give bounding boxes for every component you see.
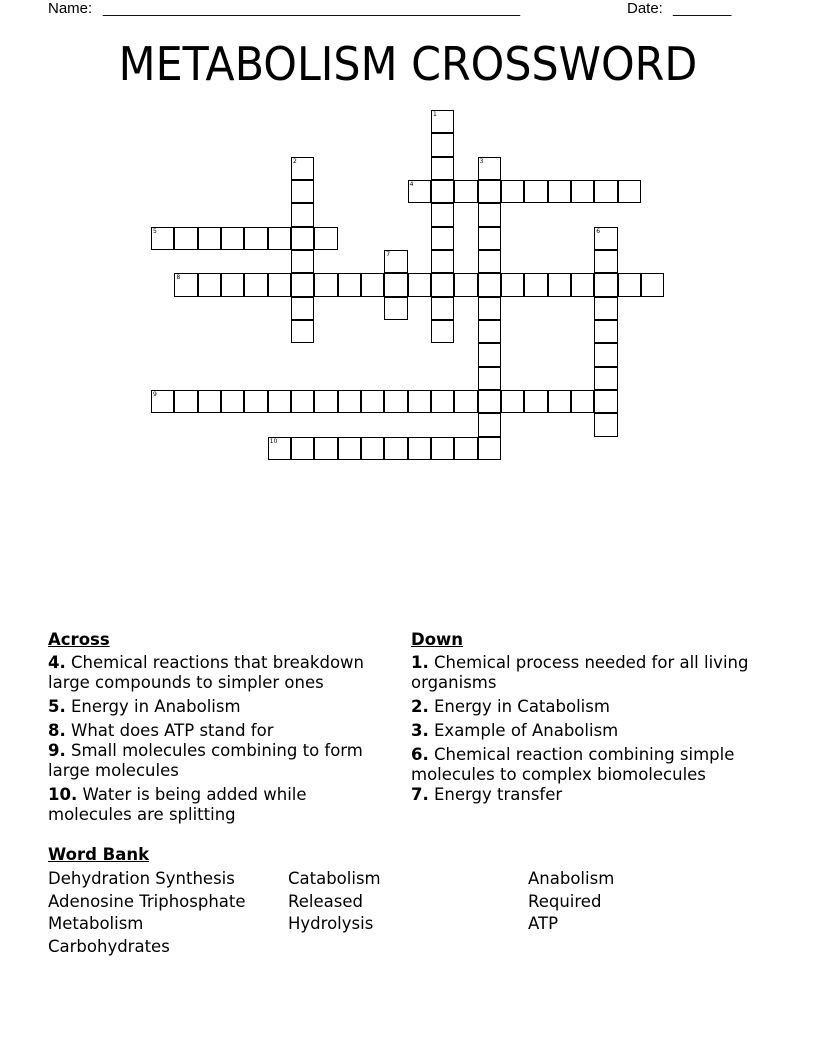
- crossword-cell[interactable]: [291, 250, 314, 273]
- crossword-cell[interactable]: [431, 227, 454, 250]
- crossword-cell[interactable]: [338, 390, 361, 413]
- crossword-cell[interactable]: [268, 437, 291, 460]
- crossword-cell[interactable]: [431, 110, 454, 133]
- crossword-cell[interactable]: [478, 157, 501, 180]
- word-bank-heading: Word Bank: [48, 845, 150, 864]
- clue-across-8: [48, 721, 393, 741]
- clue-text: Water is being added while molecules are splitting: [48, 785, 307, 824]
- crossword-cell[interactable]: [408, 180, 431, 203]
- crossword-cell[interactable]: [478, 320, 501, 343]
- crossword-cell[interactable]: [501, 273, 524, 296]
- cell-number: 5: [153, 227, 157, 235]
- clue-text: Energy in Anabolism: [71, 697, 241, 716]
- crossword-cell[interactable]: [291, 227, 314, 250]
- clue-text: What does ATP stand for: [71, 721, 274, 740]
- crossword-cell[interactable]: [244, 273, 267, 296]
- crossword-cell[interactable]: [594, 390, 617, 413]
- crossword-cell[interactable]: [454, 273, 477, 296]
- crossword-cell[interactable]: [478, 367, 501, 390]
- crossword-cell[interactable]: [244, 390, 267, 413]
- crossword-cell[interactable]: [454, 437, 477, 460]
- word-bank-item: Anabolism: [528, 869, 615, 888]
- crossword-cell[interactable]: [291, 297, 314, 320]
- crossword-cell[interactable]: [244, 227, 267, 250]
- clue-down-6: [411, 745, 756, 785]
- crossword-cell[interactable]: [291, 390, 314, 413]
- crossword-cell[interactable]: [431, 250, 454, 273]
- crossword-cell[interactable]: [618, 273, 641, 296]
- crossword-grid: [0, 0, 816, 470]
- crossword-cell[interactable]: [291, 273, 314, 296]
- crossword-cell[interactable]: [361, 390, 384, 413]
- word-bank: [48, 845, 768, 968]
- cell-number: 9: [153, 390, 157, 398]
- name-field[interactable]: __________________________________________________: [103, 0, 521, 17]
- crossword-cell[interactable]: [291, 157, 314, 180]
- crossword-cell[interactable]: [478, 343, 501, 366]
- crossword-cell[interactable]: [571, 390, 594, 413]
- clue-across-10: [48, 785, 393, 825]
- cell-number: 4: [409, 180, 414, 188]
- crossword-cell[interactable]: [594, 227, 617, 250]
- crossword-cell[interactable]: [548, 390, 571, 413]
- crossword-cell[interactable]: [431, 180, 454, 203]
- clue-text: Small molecules combining to form large molecules: [48, 741, 363, 780]
- word-bank-item: Required: [528, 891, 602, 911]
- clue-across-4: [48, 653, 393, 693]
- clue-number: 4.: [48, 653, 66, 672]
- crossword-cell[interactable]: [291, 180, 314, 203]
- crossword-cell[interactable]: [151, 390, 174, 413]
- clue-text: Chemical reaction combining simple molecules to complex biomolecules: [411, 745, 735, 784]
- clue-text: Energy in Catabolism: [434, 697, 610, 716]
- crossword-cell[interactable]: [431, 390, 454, 413]
- cell-number: 8: [176, 274, 181, 282]
- crossword-cell[interactable]: [314, 390, 337, 413]
- crossword-cell[interactable]: [314, 437, 337, 460]
- crossword-cell[interactable]: [174, 273, 197, 296]
- crossword-cell[interactable]: [408, 437, 431, 460]
- crossword-cell[interactable]: [384, 297, 407, 320]
- word-bank-item: ATP: [528, 914, 559, 933]
- word-bank-item: Catabolism: [288, 869, 381, 888]
- clue-text: Example of Anabolism: [434, 721, 619, 740]
- crossword-cell[interactable]: [431, 437, 454, 460]
- clue-text: Energy transfer: [434, 785, 563, 804]
- crossword-cell[interactable]: [618, 180, 641, 203]
- crossword-cell[interactable]: [594, 367, 617, 390]
- crossword-cell[interactable]: [314, 273, 337, 296]
- crossword-cell[interactable]: [384, 390, 407, 413]
- crossword-cell[interactable]: [431, 320, 454, 343]
- crossword-cell[interactable]: [431, 203, 454, 226]
- word-bank-item: Released: [288, 891, 363, 911]
- crossword-cell[interactable]: [174, 390, 197, 413]
- crossword-cell[interactable]: [431, 297, 454, 320]
- word-bank-list: [48, 868, 768, 968]
- crossword-cell[interactable]: [454, 180, 477, 203]
- date-label: Date:: [627, 0, 663, 17]
- crossword-cell[interactable]: [594, 297, 617, 320]
- crossword-cell[interactable]: [501, 180, 524, 203]
- crossword-cell[interactable]: [291, 203, 314, 226]
- page-title: METABOLISM CROSSWORD: [118, 37, 698, 91]
- word-bank-item: Hydrolysis: [288, 914, 374, 933]
- crossword-cell[interactable]: [501, 390, 524, 413]
- clue-number: 6.: [411, 745, 429, 764]
- crossword-cell[interactable]: [291, 437, 314, 460]
- crossword-cell[interactable]: [291, 320, 314, 343]
- crossword-cell[interactable]: [408, 273, 431, 296]
- clue-down-3: [411, 721, 756, 741]
- clue-across-9: [48, 741, 393, 781]
- clue-text: Chemical process needed for all living organisms: [411, 653, 749, 692]
- clue-text: Chemical reactions that breakdown large compounds to simpler ones: [48, 653, 364, 692]
- crossword-cell[interactable]: [524, 273, 547, 296]
- clue-number: 1.: [411, 653, 429, 672]
- clue-number: 2.: [411, 697, 429, 716]
- cell-number: 1: [432, 111, 437, 118]
- clue-number: 7.: [411, 785, 429, 804]
- crossword-cell[interactable]: [571, 180, 594, 203]
- crossword-cell[interactable]: [268, 273, 291, 296]
- crossword-cell[interactable]: [478, 227, 501, 250]
- crossword-cell[interactable]: [431, 133, 454, 156]
- clue-number: 9.: [48, 741, 66, 760]
- word-bank-item: Dehydration Synthesis: [48, 869, 235, 888]
- cell-number: 3: [479, 157, 484, 165]
- crossword-cell[interactable]: [548, 273, 571, 296]
- crossword-cell[interactable]: [408, 390, 431, 413]
- crossword-cell[interactable]: [454, 390, 477, 413]
- crossword-cell[interactable]: [594, 413, 617, 436]
- crossword-cell[interactable]: [524, 180, 547, 203]
- clue-down-2: [411, 697, 756, 717]
- clue-down-7: [411, 785, 756, 805]
- clue-number: 5.: [48, 697, 66, 716]
- cell-number: 7: [386, 250, 391, 258]
- word-bank-item: Adenosine Triphosphate: [48, 891, 246, 911]
- crossword-cell[interactable]: [198, 227, 221, 250]
- clue-number: 10.: [48, 785, 78, 804]
- crossword-cell[interactable]: [221, 227, 244, 250]
- cell-number: 10: [269, 437, 278, 445]
- word-bank-item: Carbohydrates: [48, 936, 170, 956]
- clue-down-1: [411, 653, 756, 693]
- crossword-cell[interactable]: [478, 203, 501, 226]
- crossword-cell[interactable]: [548, 180, 571, 203]
- crossword-cell[interactable]: [594, 320, 617, 343]
- clue-across-5: [48, 697, 393, 717]
- crossword-cell[interactable]: [478, 413, 501, 436]
- crossword-cell[interactable]: [431, 273, 454, 296]
- crossword-cell[interactable]: [338, 437, 361, 460]
- crossword-cell[interactable]: [268, 390, 291, 413]
- crossword-cell[interactable]: [198, 273, 221, 296]
- clue-number: 8.: [48, 721, 66, 740]
- crossword-cell[interactable]: [384, 273, 407, 296]
- crossword-cell[interactable]: [221, 390, 244, 413]
- crossword-cell[interactable]: [268, 227, 291, 250]
- crossword-cell[interactable]: [478, 437, 501, 460]
- crossword-cell[interactable]: [571, 273, 594, 296]
- crossword-cell[interactable]: [221, 273, 244, 296]
- crossword-cell[interactable]: [338, 273, 361, 296]
- cell-number: 6: [596, 227, 601, 235]
- crossword-cell[interactable]: [361, 273, 384, 296]
- name-label: Name:: [48, 0, 93, 17]
- crossword-cell[interactable]: [174, 227, 197, 250]
- down-clues: [411, 630, 756, 809]
- crossword-cell[interactable]: [384, 437, 407, 460]
- crossword-cell[interactable]: [384, 250, 407, 273]
- clue-number: 3.: [411, 721, 429, 740]
- crossword-cell[interactable]: [314, 227, 337, 250]
- crossword-cell[interactable]: [594, 343, 617, 366]
- crossword-cell[interactable]: [594, 273, 617, 296]
- crossword-cell[interactable]: [524, 390, 547, 413]
- crossword-cell[interactable]: [478, 250, 501, 273]
- crossword-cell[interactable]: [361, 437, 384, 460]
- across-heading: Across: [48, 630, 110, 649]
- crossword-cell[interactable]: [641, 273, 664, 296]
- crossword-cell[interactable]: [151, 227, 174, 250]
- crossword-cell[interactable]: [431, 157, 454, 180]
- crossword-cell[interactable]: [594, 250, 617, 273]
- crossword-cell[interactable]: [594, 180, 617, 203]
- date-field[interactable]: _______: [673, 0, 732, 17]
- down-heading: Down: [411, 630, 464, 649]
- crossword-cell[interactable]: [198, 390, 221, 413]
- across-clues: [48, 630, 393, 829]
- crossword-cell[interactable]: [478, 390, 501, 413]
- cell-number: 2: [292, 157, 297, 165]
- crossword-cell[interactable]: [478, 273, 501, 296]
- crossword-cell[interactable]: [478, 297, 501, 320]
- crossword-cell[interactable]: [478, 180, 501, 203]
- word-bank-item: Metabolism: [48, 914, 144, 933]
